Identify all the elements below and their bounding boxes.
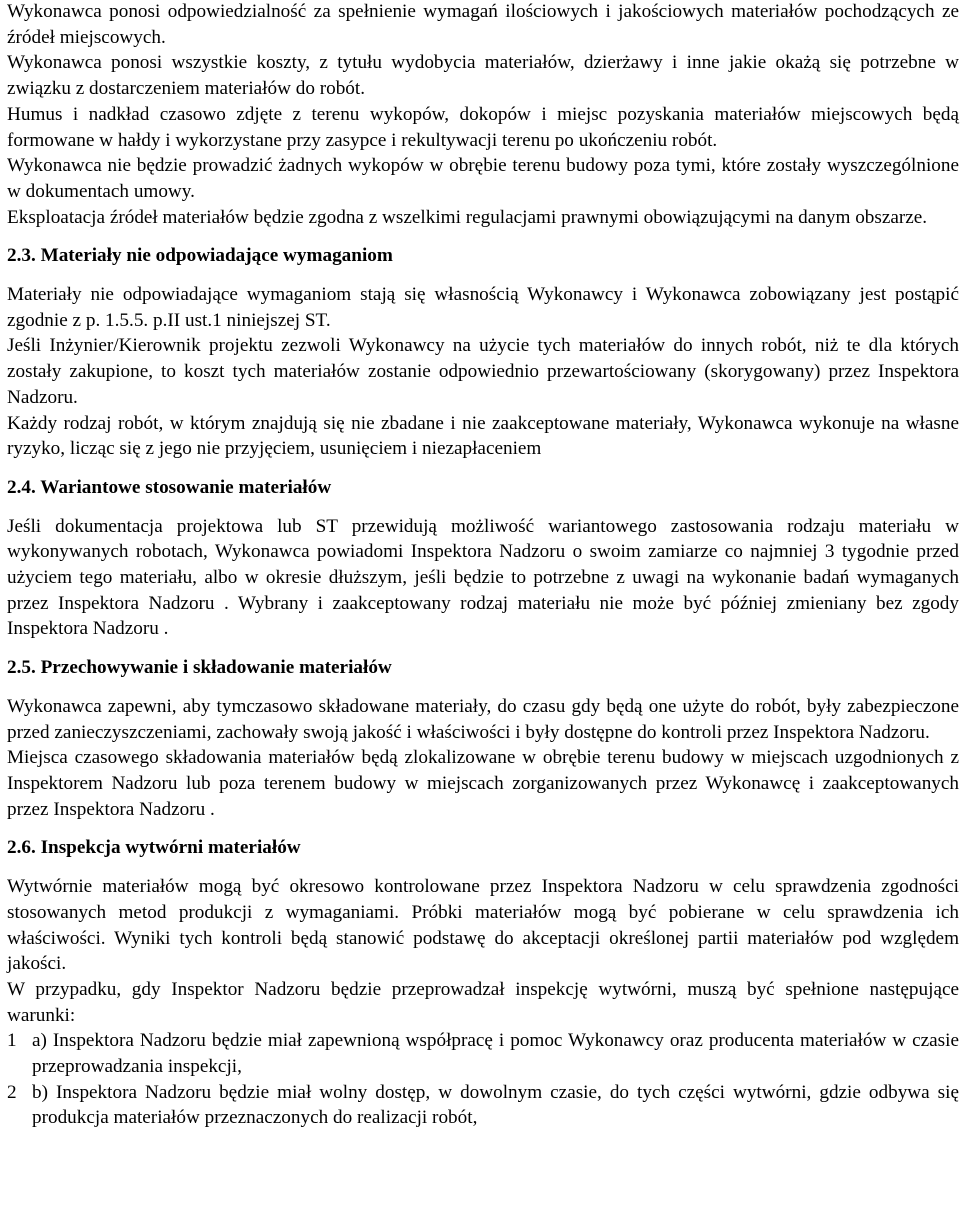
list-item-number: 1	[7, 1030, 17, 1052]
section-paragraph: Materiały nie odpowiadające wymaganiom stają się własnością Wykonawcy i Wykonawca zobowiązany jest postąpić zgodnie z p. 1.5.5. p.II ust.1 niniejszej ST.	[7, 284, 959, 331]
section-heading	[7, 835, 959, 861]
section-2-6	[7, 835, 959, 1131]
section-title: Przechowywanie i składowanie materiałów	[40, 657, 392, 679]
list-item	[7, 1028, 959, 1079]
section-number: 2.3.	[7, 245, 36, 267]
section-number: 2.6.	[7, 837, 36, 859]
list-item-text: b) Inspektora Nadzoru będzie miał wolny dostęp, w dowolnym czasie, do tych części wytwórni, gdzie odbywa się produkcja materiałów przeznaczonych do realizacji robót,	[32, 1081, 959, 1129]
section-heading	[7, 655, 959, 681]
intro-paragraph: Wykonawca ponosi odpowiedzialność za spełnienie wymagań ilościowych i jakościowych materiałów pochodzących ze źródeł miejscowych.	[7, 1, 959, 48]
conditions-list	[7, 1028, 959, 1131]
section-2-4	[7, 475, 959, 642]
list-item-text: a) Inspektora Nadzoru będzie miał zapewnioną współpracę i pomoc Wykonawcy oraz producenta materiałów w czasie przeprowadzania inspekcji,	[32, 1030, 959, 1078]
section-heading	[7, 475, 959, 501]
section-paragraph: Wytwórnie materiałów mogą być okresowo kontrolowane przez Inspektora Nadzoru w celu sprawdzenia zgodności stosowanych metod produkcji z wymaganiami. Próbki materiałów mogą być pobierane w celu sprawdzenia ich właściwości. Wyniki tych kontroli będą stanowić podstawę do akceptacji określonej partii materiałów pod względem jakości.	[7, 876, 959, 975]
section-paragraph: Jeśli Inżynier/Kierownik projektu zezwoli Wykonawcy na użycie tych materiałów do innych robót, niż te dla których zostały zakupione, to koszt tych materiałów zostanie odpowiednio przewartościowany (skorygowany) przez Inspektora Nadzoru.	[7, 335, 959, 408]
section-heading	[7, 243, 959, 269]
document-page	[7, 0, 959, 1131]
list-item-number: 2	[7, 1081, 17, 1103]
intro-paragraph: Eksploatacja źródeł materiałów będzie zgodna z wszelkimi regulacjami prawnymi obowiązującymi na danym obszarze.	[7, 206, 928, 228]
section-paragraph: Jeśli dokumentacja projektowa lub ST przewidują możliwość wariantowego zastosowania rodzaju materiału w wykonywanych robotach, Wykonawca powiadomi Inspektora Nadzoru o swoim zamiarze co najmniej 3 tygodnie przed użyciem tego materiału, albo w okresie dłuższym, jeśli będzie to potrzebne z uwagi na wykonanie badań wymaganych przez Inspektora Nadzoru . Wybrany i zaakceptowany rodzaj materiału nie może być później zmieniany bez zgody Inspektora Nadzoru .	[7, 515, 959, 640]
intro-paragraph: Wykonawca nie będzie prowadzić żadnych wykopów w obrębie terenu budowy poza tymi, które zostały wyszczególnione w dokumentach umowy.	[7, 155, 959, 202]
intro-paragraph: Wykonawca ponosi wszystkie koszty, z tytułu wydobycia materiałów, dzierżawy i inne jakie okażą się potrzebne w związku z dostarczeniem materiałów do robót.	[7, 52, 959, 100]
section-number: 2.4.	[7, 476, 36, 498]
intro-paragraph: Humus i nadkład czasowo zdjęte z terenu wykopów, dokopów i miejsc pozyskania materiałów miejscowych będą formowane w hałdy i wykorzystane przy zasypce i rekultywacji terenu po ukończeniu robót.	[7, 103, 959, 151]
section-2-3	[7, 243, 959, 462]
section-2-5	[7, 655, 959, 822]
section-paragraph: Wykonawca zapewni, aby tymczasowo składowane materiały, do czasu gdy będą one użyte do robót, były zabezpieczone przed zanieczyszczeniami, zachowały swoją jakość i właściwości i były dostępne do kontroli przez Inspektora Nadzoru.	[7, 695, 959, 743]
section-paragraph: Każdy rodzaj robót, w którym znajdują się nie zbadane i nie zaakceptowane materiały, Wykonawca wykonuje na własne ryzyko, licząc się z jego nie przyjęciem, usunięciem i niezapłaceniem	[7, 412, 959, 460]
section-paragraph: W przypadku, gdy Inspektor Nadzoru będzie przeprowadzał inspekcję wytwórni, muszą być spełnione następujące warunki:	[7, 978, 959, 1026]
section-title: Materiały nie odpowiadające wymaganiom	[40, 245, 393, 267]
list-item	[7, 1080, 959, 1131]
section-number: 2.5.	[7, 657, 36, 679]
section-title: Inspekcja wytwórni materiałów	[40, 837, 301, 859]
section-paragraph: Miejsca czasowego składowania materiałów będą zlokalizowane w obrębie terenu budowy w miejscach uzgodnionych z Inspektorem Nadzoru lub poza terenem budowy w miejscach zorganizowanych przez Wykonawcę i zaakceptowanych przez Inspektora Nadzoru .	[7, 747, 959, 820]
intro-block	[7, 0, 959, 230]
section-title: Wariantowe stosowanie materiałów	[40, 476, 332, 498]
